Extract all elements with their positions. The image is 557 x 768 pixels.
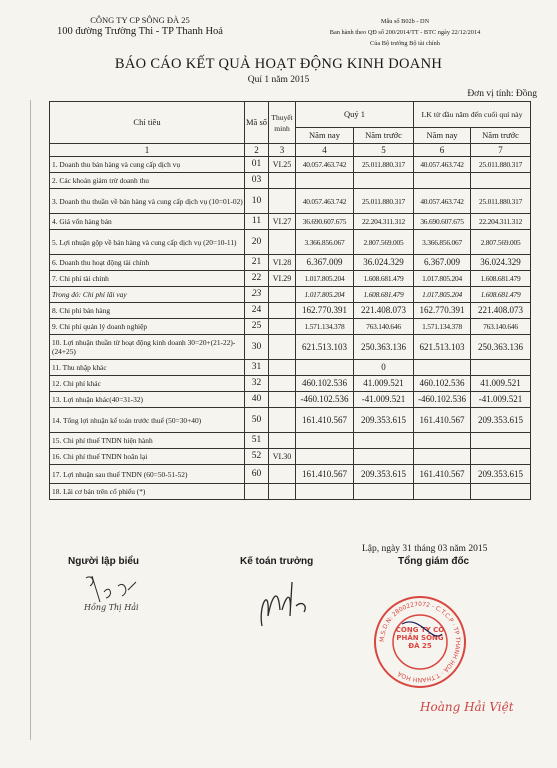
col-header-code: Mã số — [245, 102, 269, 144]
table-row — [50, 376, 531, 392]
row-quarter-prev-year: 209.353.615 — [354, 408, 414, 433]
row-code: 51 — [245, 433, 269, 449]
table-row — [50, 392, 531, 408]
row-code: 24 — [245, 303, 269, 319]
row-item-name: 14. Tổng lợi nhuận kế toán trước thuế (50=30+40) — [50, 408, 245, 433]
preparer-name: Hồng Thị Hải — [84, 603, 139, 612]
chief-accountant-label: Kế toán trưởng — [240, 556, 314, 567]
seal-ring-text: M.S.D.N: 2800227072 - C.T.C.P · TP THANH HOÁ · T.THANH HOÁ — [378, 600, 462, 684]
col-header-quarter-prev-year: Năm trước — [354, 128, 414, 144]
col-header-item: Chỉ tiêu — [50, 102, 245, 144]
row-quarter-this-year: -460.102.536 — [296, 392, 354, 408]
row-note — [269, 189, 296, 214]
row-ytd-prev-year: 2.807.569.005 — [471, 230, 531, 255]
col-index: 7 — [471, 144, 531, 157]
row-ytd-prev-year: 25.011.880.317 — [471, 189, 531, 214]
row-quarter-prev-year — [354, 433, 414, 449]
table-row — [50, 214, 531, 230]
row-code: 60 — [245, 465, 269, 484]
row-quarter-prev-year: 36.024.329 — [354, 255, 414, 271]
row-code: 25 — [245, 319, 269, 335]
row-ytd-prev-year — [471, 433, 531, 449]
table-row — [50, 230, 531, 255]
col-header-ytd-prev-year: Năm trước — [471, 128, 531, 144]
col-header-ytd-this-year: Năm nay — [414, 128, 471, 144]
row-ytd-this-year — [414, 173, 471, 189]
accountant-signature — [252, 576, 322, 632]
row-code: 52 — [245, 449, 269, 465]
row-ytd-this-year: 36.690.607.675 — [414, 214, 471, 230]
table-row — [50, 449, 531, 465]
row-note — [269, 287, 296, 303]
row-item-name: 3. Doanh thu thuần về bán hàng và cung cấp dịch vụ (10=01-02) — [50, 189, 245, 214]
director-name: Hoàng Hải Việt — [420, 700, 514, 714]
row-note — [269, 376, 296, 392]
row-ytd-this-year: 162.770.391 — [414, 303, 471, 319]
row-quarter-prev-year — [354, 449, 414, 465]
row-quarter-this-year — [296, 360, 354, 376]
table-row — [50, 465, 531, 484]
row-quarter-prev-year — [354, 484, 414, 500]
row-note: VI.27 — [269, 214, 296, 230]
row-item-name: 16. Chi phí thuế TNDN hoãn lại — [50, 449, 245, 465]
table-row — [50, 303, 531, 319]
row-ytd-this-year — [414, 433, 471, 449]
table-body — [50, 157, 531, 500]
company-name: CÔNG TY CP SÔNG ĐÀ 25 — [90, 15, 190, 25]
col-header-quarter: Quý 1 — [296, 102, 414, 128]
row-code: 32 — [245, 376, 269, 392]
row-item-name: 6. Doanh thu hoạt động tài chính — [50, 255, 245, 271]
row-ytd-prev-year: 22.204.311.312 — [471, 214, 531, 230]
row-note: VI.29 — [269, 271, 296, 287]
income-statement-table — [49, 101, 531, 500]
col-header-note: Thuyết minh — [269, 102, 296, 144]
row-ytd-this-year: 161.410.567 — [414, 465, 471, 484]
row-item-name: 17. Lợi nhuận sau thuế TNDN (60=50-51-52) — [50, 465, 245, 484]
preparer-signature — [78, 572, 148, 612]
report-date: Lập, ngày 31 tháng 03 năm 2015 — [362, 544, 488, 554]
row-quarter-this-year: 1.017.805.204 — [296, 287, 354, 303]
row-note — [269, 303, 296, 319]
row-quarter-prev-year: 250.363.136 — [354, 335, 414, 360]
row-ytd-prev-year: -41.009.521 — [471, 392, 531, 408]
row-quarter-prev-year — [354, 173, 414, 189]
row-note: VI.28 — [269, 255, 296, 271]
row-quarter-prev-year: 2.807.569.005 — [354, 230, 414, 255]
row-ytd-this-year: 161.410.567 — [414, 408, 471, 433]
row-note — [269, 392, 296, 408]
row-note — [269, 173, 296, 189]
row-item-name: 4. Giá vốn hàng bán — [50, 214, 245, 230]
seal-center-text: CÔNG TY CỔ PHẦN SÔNG ĐÀ 25 — [395, 626, 445, 650]
company-header — [40, 14, 240, 38]
row-ytd-prev-year: 36.024.329 — [471, 255, 531, 271]
row-item-name: 18. Lãi cơ bản trên cổ phiếu (*) — [50, 484, 245, 500]
row-quarter-prev-year: -41.009.521 — [354, 392, 414, 408]
row-code: 22 — [245, 271, 269, 287]
row-item-name: 11. Thu nhập khác — [50, 360, 245, 376]
row-ytd-this-year: 40.057.463.742 — [414, 157, 471, 173]
row-code: 40 — [245, 392, 269, 408]
table-row — [50, 255, 531, 271]
row-item-name: Trong đó: Chi phí lãi vay — [50, 287, 245, 303]
table-row — [50, 335, 531, 360]
row-ytd-prev-year: 1.608.681.479 — [471, 271, 531, 287]
row-ytd-this-year: 621.513.103 — [414, 335, 471, 360]
row-item-name: 13. Lợi nhuận khác(40=31-32) — [50, 392, 245, 408]
table-row — [50, 360, 531, 376]
row-code: 11 — [245, 214, 269, 230]
currency-unit: Đơn vị tính: Đồng — [467, 89, 537, 99]
row-quarter-this-year: 1.571.134.378 — [296, 319, 354, 335]
table-row — [50, 319, 531, 335]
row-note — [269, 230, 296, 255]
row-ytd-this-year: 1.017.805.204 — [414, 287, 471, 303]
row-code: 10 — [245, 189, 269, 214]
row-quarter-prev-year: 41.009.521 — [354, 376, 414, 392]
row-code: 03 — [245, 173, 269, 189]
table-row — [50, 287, 531, 303]
row-code: 50 — [245, 408, 269, 433]
row-quarter-prev-year: 25.011.880.317 — [354, 157, 414, 173]
table-row — [50, 484, 531, 500]
col-index: 4 — [296, 144, 354, 157]
row-ytd-prev-year: 250.363.136 — [471, 335, 531, 360]
row-ytd-prev-year — [471, 484, 531, 500]
row-quarter-prev-year: 763.140.646 — [354, 319, 414, 335]
row-code — [245, 484, 269, 500]
row-ytd-this-year — [414, 449, 471, 465]
row-ytd-this-year — [414, 484, 471, 500]
report-title: BÁO CÁO KẾT QUẢ HOẠT ĐỘNG KINH DOANH — [114, 56, 443, 72]
row-ytd-this-year: 3.366.856.067 — [414, 230, 471, 255]
table-row — [50, 408, 531, 433]
row-quarter-this-year — [296, 449, 354, 465]
row-ytd-prev-year — [471, 173, 531, 189]
row-item-name: 5. Lợi nhuận gộp về bán hàng và cung cấp dịch vụ (20=10-11) — [50, 230, 245, 255]
form-number: Mẫu số B02b - DN — [380, 18, 430, 25]
row-quarter-this-year: 621.513.103 — [296, 335, 354, 360]
row-ytd-prev-year: 25.011.880.317 — [471, 157, 531, 173]
row-quarter-this-year: 6.367.009 — [296, 255, 354, 271]
row-quarter-prev-year: 1.608.681.479 — [354, 271, 414, 287]
row-item-name: 7. Chi phí tài chính — [50, 271, 245, 287]
row-quarter-this-year: 40.057.463.742 — [296, 189, 354, 214]
row-note — [269, 319, 296, 335]
col-index: 2 — [245, 144, 269, 157]
row-quarter-this-year: 3.366.856.067 — [296, 230, 354, 255]
company-seal — [372, 594, 468, 690]
row-ytd-prev-year: 1.608.681.479 — [471, 287, 531, 303]
col-index: 3 — [269, 144, 296, 157]
row-code: 01 — [245, 157, 269, 173]
row-quarter-this-year: 161.410.567 — [296, 465, 354, 484]
row-quarter-prev-year: 25.011.880.317 — [354, 189, 414, 214]
row-quarter-prev-year: 221.408.073 — [354, 303, 414, 319]
col-header-ytd: LK từ đầu năm đến cuối quí này — [414, 102, 531, 128]
row-note — [269, 433, 296, 449]
row-quarter-this-year: 40.057.463.742 — [296, 157, 354, 173]
row-item-name: 1. Doanh thu bán hàng và cung cấp dịch vụ — [50, 157, 245, 173]
binding-line — [30, 100, 31, 740]
row-quarter-this-year — [296, 484, 354, 500]
row-quarter-this-year — [296, 433, 354, 449]
row-ytd-prev-year: 41.009.521 — [471, 376, 531, 392]
row-note — [269, 465, 296, 484]
row-note — [269, 360, 296, 376]
table-row — [50, 189, 531, 214]
row-quarter-this-year: 460.102.536 — [296, 376, 354, 392]
row-quarter-prev-year: 0 — [354, 360, 414, 376]
col-header-quarter-this-year: Năm nay — [296, 128, 354, 144]
row-ytd-prev-year: 221.408.073 — [471, 303, 531, 319]
row-code: 31 — [245, 360, 269, 376]
row-note — [269, 484, 296, 500]
row-note: VI.30 — [269, 449, 296, 465]
table-row — [50, 433, 531, 449]
row-note — [269, 335, 296, 360]
row-item-name: 12. Chi phí khác — [50, 376, 245, 392]
row-ytd-this-year: -460.102.536 — [414, 392, 471, 408]
col-index: 1 — [50, 144, 245, 157]
row-ytd-this-year: 1.571.134.378 — [414, 319, 471, 335]
col-index: 6 — [414, 144, 471, 157]
row-ytd-this-year: 1.017.805.204 — [414, 271, 471, 287]
table-row — [50, 157, 531, 173]
row-ytd-prev-year — [471, 449, 531, 465]
row-quarter-prev-year: 22.204.311.312 — [354, 214, 414, 230]
row-ytd-this-year — [414, 360, 471, 376]
row-code: 21 — [245, 255, 269, 271]
row-quarter-this-year: 36.690.607.675 — [296, 214, 354, 230]
row-ytd-prev-year: 209.353.615 — [471, 408, 531, 433]
row-ytd-this-year: 460.102.536 — [414, 376, 471, 392]
row-item-name: 2. Các khoản giảm trừ doanh thu — [50, 173, 245, 189]
row-note: VI.25 — [269, 157, 296, 173]
preparer-label: Người lập biểu — [68, 556, 140, 567]
row-note — [269, 408, 296, 433]
form-ministry: Của Bộ trưởng Bộ tài chính — [370, 40, 440, 47]
col-index: 5 — [354, 144, 414, 157]
row-code: 23 — [245, 287, 269, 303]
row-code: 30 — [245, 335, 269, 360]
row-item-name: 8. Chi phí bán hàng — [50, 303, 245, 319]
row-item-name: 15. Chi phí thuế TNDN hiện hành — [50, 433, 245, 449]
row-quarter-this-year: 1.017.805.204 — [296, 271, 354, 287]
row-quarter-prev-year: 209.353.615 — [354, 465, 414, 484]
row-ytd-this-year: 40.057.463.742 — [414, 189, 471, 214]
table-row — [50, 271, 531, 287]
director-label: Tổng giám đốc — [398, 556, 470, 567]
company-address: 100 đường Trường Thi - TP Thanh Hoá — [57, 26, 223, 37]
report-period: Quí 1 năm 2015 — [247, 75, 310, 85]
row-item-name: 9. Chi phí quản lý doanh nghiệp — [50, 319, 245, 335]
form-header — [300, 16, 510, 49]
row-ytd-this-year: 6.367.009 — [414, 255, 471, 271]
row-ytd-prev-year: 209.353.615 — [471, 465, 531, 484]
row-quarter-this-year: 162.770.391 — [296, 303, 354, 319]
row-item-name: 10. Lợi nhuận thuần từ hoạt động kinh doanh 30=20+(21-22)-(24+25) — [50, 335, 245, 360]
row-quarter-this-year: 161.410.567 — [296, 408, 354, 433]
table-row — [50, 173, 531, 189]
row-code: 20 — [245, 230, 269, 255]
row-quarter-this-year — [296, 173, 354, 189]
row-quarter-prev-year: 1.608.681.479 — [354, 287, 414, 303]
row-ytd-prev-year: 763.140.646 — [471, 319, 531, 335]
row-ytd-prev-year — [471, 360, 531, 376]
form-issued-by: Ban hành theo QĐ số 200/2014/TT - BTC ngày 22/12/2014 — [329, 29, 481, 36]
